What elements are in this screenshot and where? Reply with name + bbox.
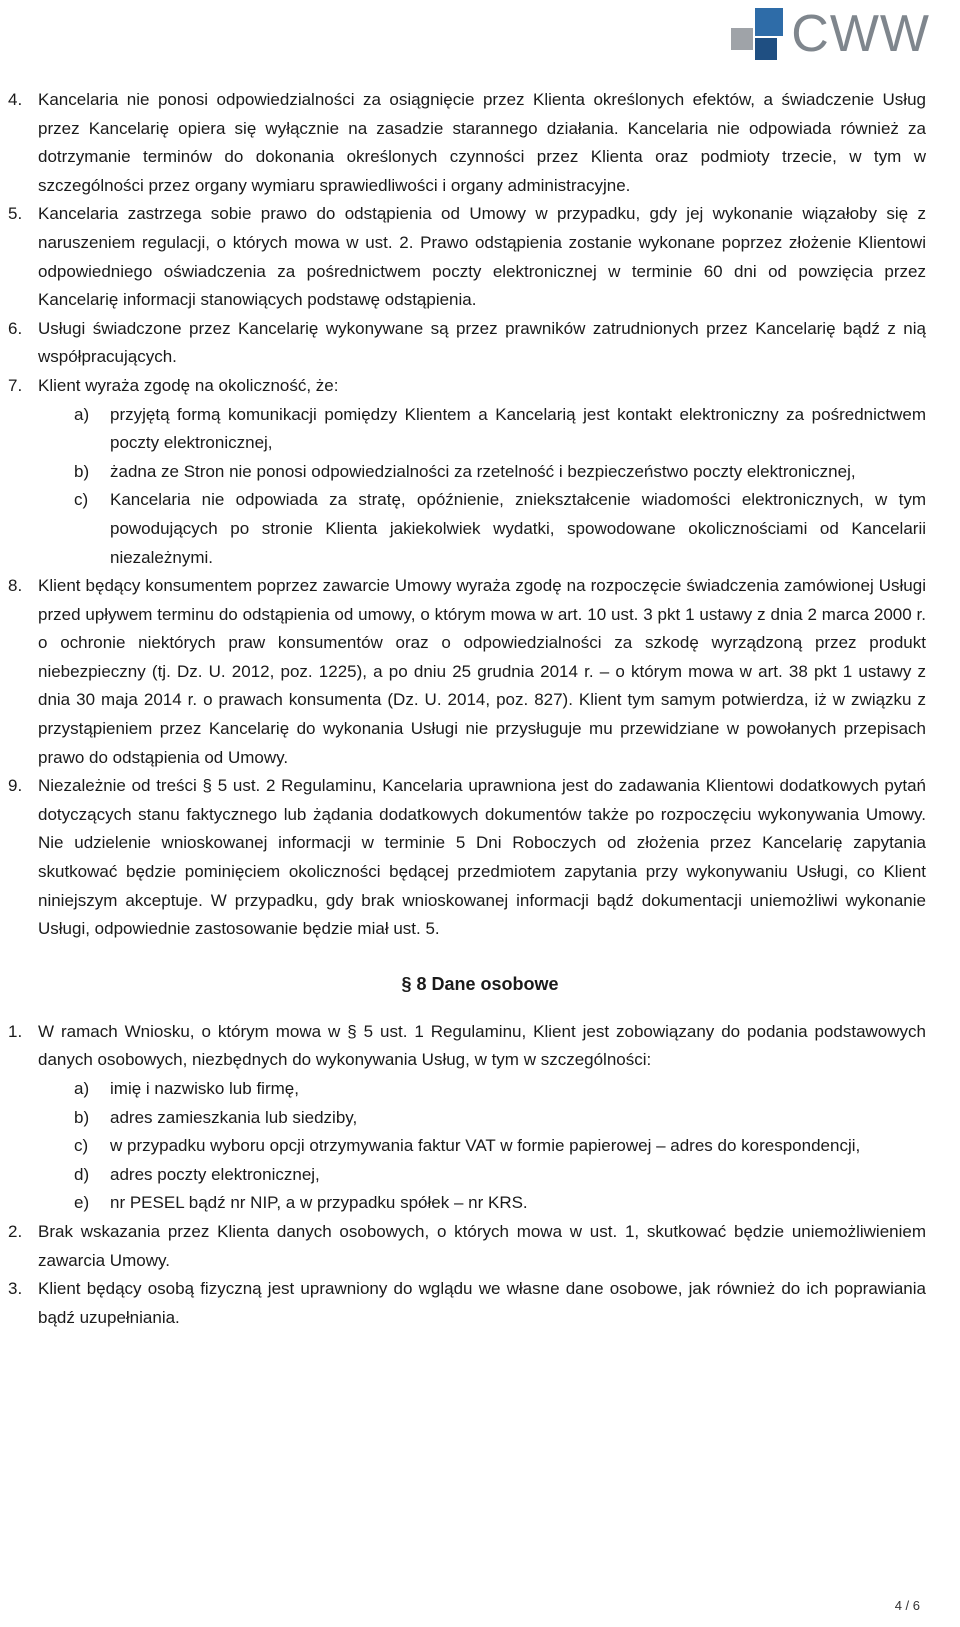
sub-item-text: adres poczty elektronicznej,: [110, 1164, 320, 1184]
item-text: Kancelaria nie ponosi odpowiedzialności za osiągnięcie przez Klienta określonych efektów, a świadczenie Usług przez Kancelarię opiera się wyłącznie na zasadzie starannego działania. Kancelaria nie odpowiada również za dotrzymanie terminów do dokonania określonych czynności przez Klienta oraz podmioty trzecie, w tym w szczególności przez organy wymiaru sprawiedliwości i organy administracyjne.: [38, 90, 926, 195]
sub-item-text: nr PESEL bądź nr NIP, a w przypadku spółek – nr KRS.: [110, 1193, 528, 1213]
sub-item-letter: c): [74, 490, 89, 510]
list-item-8: [0, 572, 960, 772]
sub-item-letter: a): [74, 1079, 90, 1098]
document-body: [0, 86, 960, 1332]
item-text: Klient będący osobą fizyczną jest uprawniony do wglądu we własne dane osobowe, jak również do ich poprawiania bądź uzupełniania.: [38, 1279, 926, 1327]
sub-item-text: adres zamieszkania lub siedziby,: [110, 1107, 358, 1127]
sub-item-letter: c): [74, 1136, 89, 1156]
cww-logo: [731, 2, 930, 66]
item-number: 3.: [8, 1279, 23, 1299]
sub-item-text: Kancelaria nie odpowiada za stratę, opóźnienie, zniekształcenie wiadomości elektronicznych, w tym powodujących po stronie Klienta jakiekolwiek wydatki, spowodowane okolicznościami od Kancelarii niezależnymi.: [110, 490, 926, 567]
item-text: Usługi świadczone przez Kancelarię wykonywane są przez prawników zatrudnionych przez Kancelarię bądź z nią współpracujących.: [38, 318, 926, 367]
item-number: 9.: [8, 776, 23, 796]
sub-item-1a: [0, 1075, 960, 1104]
item-number: 1.: [8, 1021, 23, 1041]
list-item-7: [0, 372, 960, 401]
sub-item-7c: [0, 486, 960, 572]
item-text: Klient będący konsumentem poprzez zawarcie Umowy wyraża zgodę na rozpoczęcie świadczenia zamówionej Usługi przed upływem terminu do odstąpienia od umowy, o którym mowa w art. 10 ust. 3 pkt 1 ustawy z dnia 2 marca 2000 r. o ochronie niektórych praw konsumentów oraz o odpowiedzialności za szkodę wyrządzoną przez produkt niebezpieczny (tj. Dz. U. 2012, poz. 1225), a po dniu 25 grudnia 2014 r. – o którym mowa w art. 38 pkt 1 ustawy z dnia 30 maja 2014 r. o prawach konsumenta (Dz. U. 2014, poz. 827). Klient tym samym potwierdza, iż w związku z przystąpieniem przez Kancelarię do wykonania Usługi nie przysługuje mu przewidziane w powołanych przepisach prawo do odstąpienia od Umowy.: [38, 576, 926, 767]
sub-item-1c: [0, 1132, 960, 1161]
sub-item-text: przyjętą formą komunikacji pomiędzy Klientem a Kancelarią jest kontakt elektroniczny za pośrednictwem poczty elektronicznej,: [110, 404, 926, 453]
list-item-1: [0, 1018, 960, 1075]
section-heading: § 8 Dane osobowe: [401, 973, 559, 994]
item-text: W ramach Wniosku, o którym mowa w § 5 ust. 1 Regulaminu, Klient jest zobowiązany do podania podstawowych danych osobowych, niezbędnych do wykonywania Usług, w tym w szczególności:: [38, 1021, 926, 1070]
item-text: Brak wskazania przez Klienta danych osobowych, o których mowa w ust. 1, skutkować będzie uniemożliwieniem zawarcia Umowy.: [38, 1221, 926, 1270]
sub-item-text: w przypadku wyboru opcji otrzymywania faktur VAT w formie papierowej – adres do korespondencji,: [110, 1136, 861, 1156]
item-number: 7.: [8, 375, 23, 395]
list-item-2: [0, 1218, 960, 1275]
list-item-4: [0, 86, 960, 200]
sub-item-letter: e): [74, 1193, 90, 1213]
sub-item-1e: [0, 1189, 960, 1218]
list-item-9: [0, 772, 960, 944]
list-item-6: [0, 315, 960, 372]
page-number: 4 / 6: [894, 1598, 920, 1613]
logo-squares-icon: [731, 4, 783, 64]
item-text: Kancelaria zastrzega sobie prawo do odstąpienia od Umowy w przypadku, gdy jej wykonanie wiązałoby się z naruszeniem regulacji, o których mowa w ust. 2. Prawo odstąpienia zostanie wykonane poprzez złożenie Klientowi odpowiedniego oświadczenia za pośrednictwem poczty elektronicznej w terminie 60 dni od powzięcia przez Kancelarię informacji stanowiących podstawę odstąpienia.: [38, 204, 926, 310]
item-number: 2.: [8, 1221, 23, 1241]
sub-item-1b: [0, 1104, 960, 1133]
item-text: Niezależnie od treści § 5 ust. 2 Regulaminu, Kancelaria uprawniona jest do zadawania Klientowi dodatkowych pytań dotyczących stanu faktycznego lub żądania dodatkowych dokumentów także po rozpoczęciu wykonywania Umowy. Nie udzielenie wnioskowanej informacji w terminie 5 Dni Roboczych od złożenia przez Kancelarię zapytania skutkować będzie pominięciem okoliczności będącej przedmiotem zapytania przy wykonywaniu Usługi, co Klient niniejszym akceptuje. W przypadku, gdy brak wnioskowanej informacji bądź dokumentacji uniemożliwi wykonanie Usługi, odpowiednie zastosowanie będzie miał ust. 5.: [38, 776, 926, 939]
sub-item-letter: b): [74, 461, 90, 481]
sub-item-7b: [0, 458, 960, 487]
list-item-3: [0, 1275, 960, 1332]
item-text: Klient wyraża zgodę na okoliczność, że:: [38, 375, 339, 395]
logo-text: CWW: [791, 5, 930, 63]
sub-item-1d: [0, 1161, 960, 1190]
sub-item-letter: b): [74, 1107, 90, 1127]
item-number: 6.: [8, 318, 23, 338]
item-number: 5.: [8, 204, 23, 224]
sub-item-7a: [0, 401, 960, 458]
sub-item-text: imię i nazwisko lub firmę,: [110, 1079, 299, 1098]
sub-item-letter: a): [74, 404, 90, 424]
sub-item-letter: d): [74, 1164, 90, 1184]
sub-item-text: żadna ze Stron nie ponosi odpowiedzialności za rzetelność i bezpieczeństwo poczty elektronicznej,: [110, 461, 856, 481]
item-number: 4.: [8, 90, 23, 109]
list-item-5: [0, 200, 960, 314]
item-number: 8.: [8, 576, 23, 596]
